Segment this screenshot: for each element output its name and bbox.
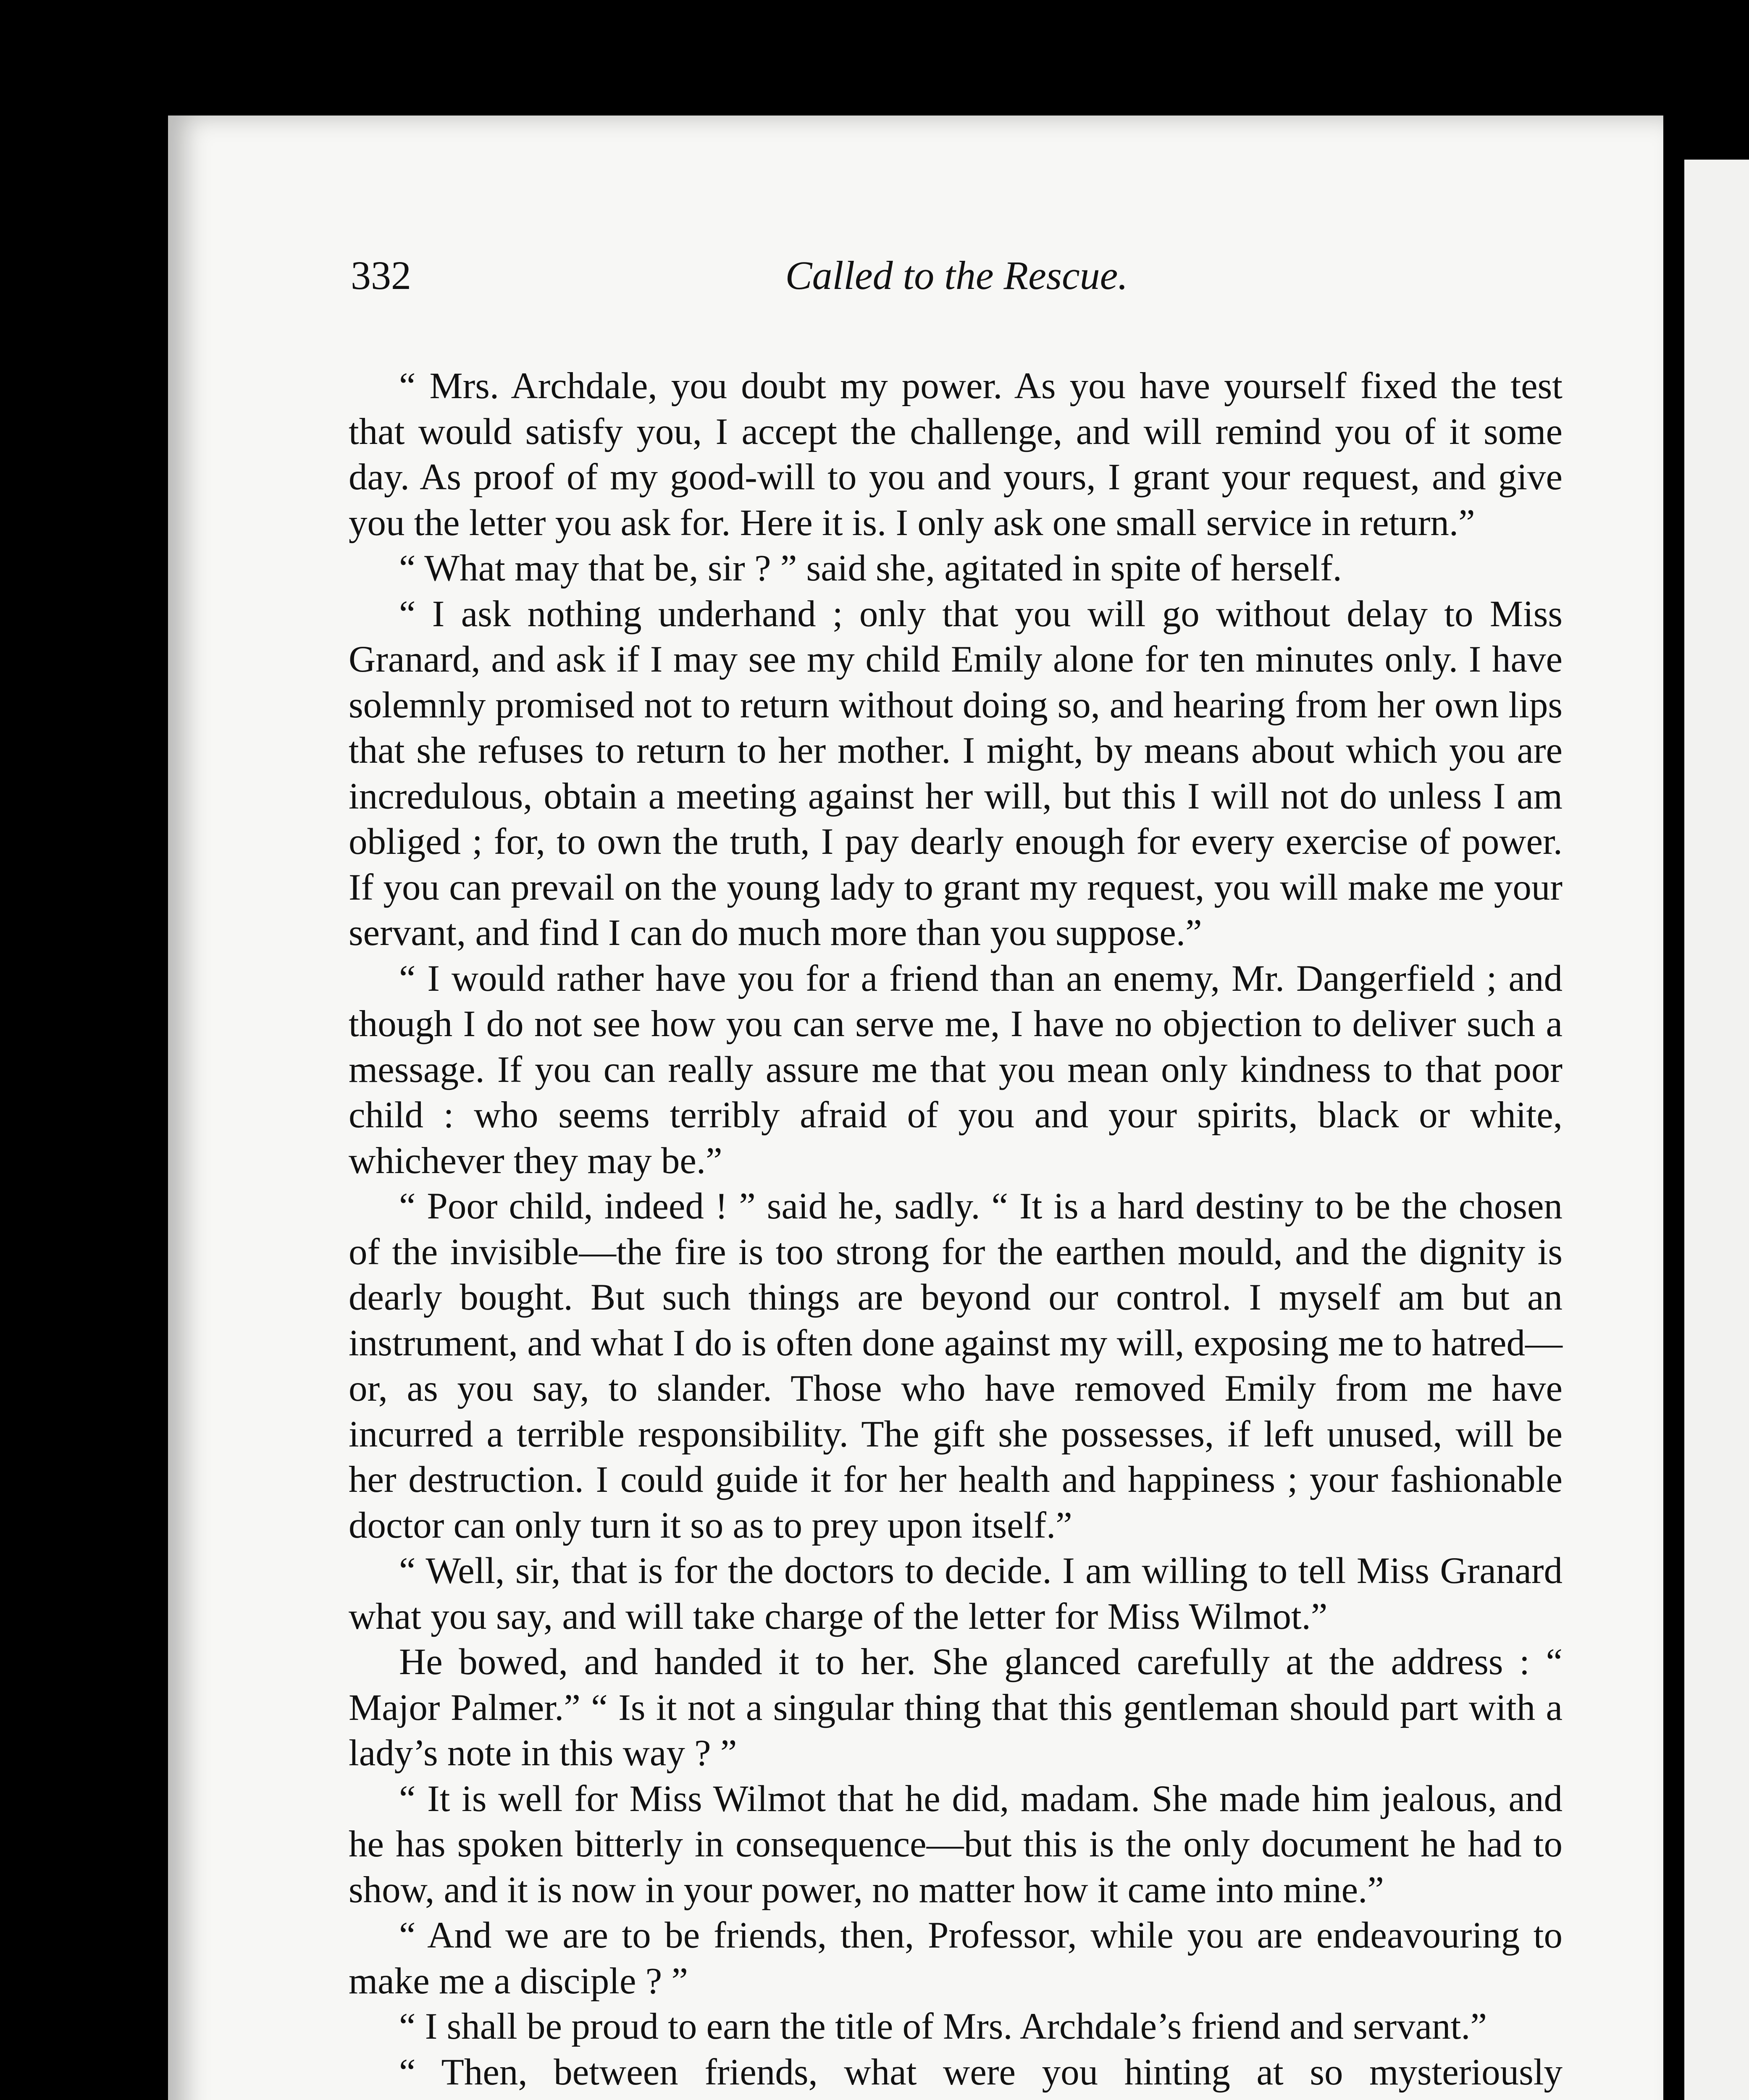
page-header (351, 252, 1563, 319)
body-text (349, 363, 1563, 2095)
paragraph: “ I shall be proud to earn the title of Mrs. Archdale’s friend and servant.” (399, 2006, 1487, 2047)
paragraph: “ Then, between friends, what were you hinting at so mysteriously (399, 2051, 1563, 2093)
paragraph: “ I would rather have you for a friend than an enemy, Mr. Dangerfield ; and though I do not see how you can serve me, I have no objection to deliver such a message. If you can really assure me that you mean only kindness to that poor child : who seems terribly afraid of you and your spirits, black or white, whichever they may be.” (349, 958, 1563, 1181)
paragraph: “ It is well for Miss Wilmot that he did, madam. She made him jealous, and he has spoken bitterly in consequence—but this is the only document he had to show, and it is now in your power, no matter how it came into mine.” (349, 1778, 1563, 1911)
paragraph: “ Mrs. Archdale, you doubt my power. As you have yourself fixed the test that would satisfy you, I accept the challenge, and will remind you of it some day. As proof of my good-will to you and yours, I grant your request, and give you the letter you ask for. Here it is. I only ask one small service in return.” (349, 365, 1563, 543)
paragraph: “ Well, sir, that is for the doctors to decide. I am willing to tell Miss Granard what you say, and will take charge of the letter for Miss Wilmot.” (349, 1550, 1563, 1637)
paragraph: “ What may that be, sir ? ” said she, agitated in spite of herself. (399, 548, 1342, 589)
paragraph: “ And we are to be friends, then, Professor, while you are endeavouring to make me a disciple ? ” (349, 1915, 1563, 2002)
page-number: 332 (351, 253, 411, 298)
facing-page-edge (1684, 160, 1749, 2100)
paragraph: “ Poor child, indeed ! ” said he, sadly. “ It is a hard destiny to be the chosen of the invisible—the fire is too strong for the earthen mould, and the dignity is dearly bought. But such things are beyond our control. I myself am but an instrument, and what I do is often done against my will, exposing me to hatred—or, as you say, to slander. Those who have removed Emily from me have incurred a terrible responsibility. The gift she possesses, if left unused, will be her destruction. I could guide it for her health and happiness ; your fashionable doctor can only turn it so as to prey upon itself.” (349, 1186, 1563, 1546)
paragraph: “ I ask nothing underhand ; only that you will go without delay to Miss Granard, and ask if I may see my child Emily alone for ten minutes only. I have solemnly promised not to return without doing so, and hearing from her own lips that she refuses to return to her mother. I might, by means about which you are incredulous, obtain a meeting against her will, but this I will not do unless I am obliged ; for, to own the truth, I pay dearly enough for every exercise of power. If you can prevail on the young lady to grant my request, you will make me your servant, and find I can do much more than you suppose.” (349, 593, 1563, 953)
paragraph: He bowed, and handed it to her. She glanced carefully at the address : “ Major Palmer.” “ Is it not a singular thing that this gentleman should part with a lady’s note in this way ? ” (349, 1641, 1563, 1774)
running-title: Called to the Rescue. (785, 253, 1128, 298)
